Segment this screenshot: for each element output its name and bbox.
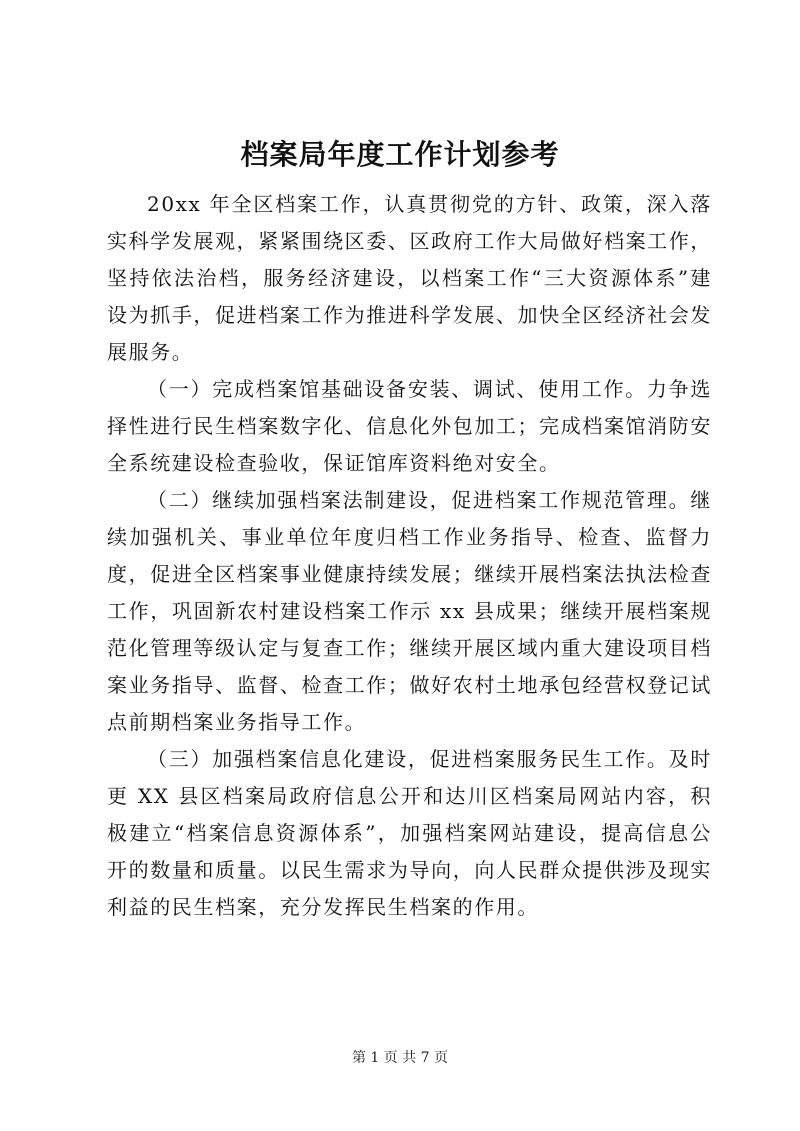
document-title: 档案局年度工作计划参考 (240, 138, 560, 171)
paragraph-intro: 20xx 年全区档案工作，认真贯彻党的方针、政策，深入落实科学发展观，紧紧围绕区委、区政府工作大局做好档案工作，坚持依法治档，服务经济建设，以档案工作“三大资源体系”建设为抓手，促进档案工作为推进科学发展、加快全区经济社会发展服务。 (107, 192, 712, 364)
document-body (107, 186, 712, 926)
paragraph-item-1: （一）完成档案馆基础设备安装、调试、使用工作。力争选择性进行民生档案数字化、信息化外包加工；完成档案馆消防安全系统建设检查验收，保证馆库资料绝对安全。 (107, 377, 712, 475)
paragraph-item-2: （二）继续加强档案法制建设，促进档案工作规范管理。继续加强机关、事业单位年度归档工作业务指导、检查、监督力度，促进全区档案事业健康持续发展；继续开展档案法执法检查工作，巩固新农村建设档案工作示 xx 县成果；继续开展档案规范化管理等级认定与复查工作；继续开展区域内重大建设项目档案业务指导、监督、检查工作；做好农村土地承包经营权登记试点前期档案业务指导工作。 (107, 488, 712, 734)
paragraph-item-3: （三）加强档案信息化建设，促进档案服务民生工作。及时更 XX 县区档案局政府信息公开和达川区档案局网站内容，积极建立“档案信息资源体系”，加强档案网站建设，提高信息公开的数量和质量。以民生需求为导向，向人民群众提供涉及现实利益的民生档案，充分发挥民生档案的作用。 (107, 747, 712, 919)
page-number-footer: 第 1 页 共 7 页 (351, 1050, 449, 1066)
